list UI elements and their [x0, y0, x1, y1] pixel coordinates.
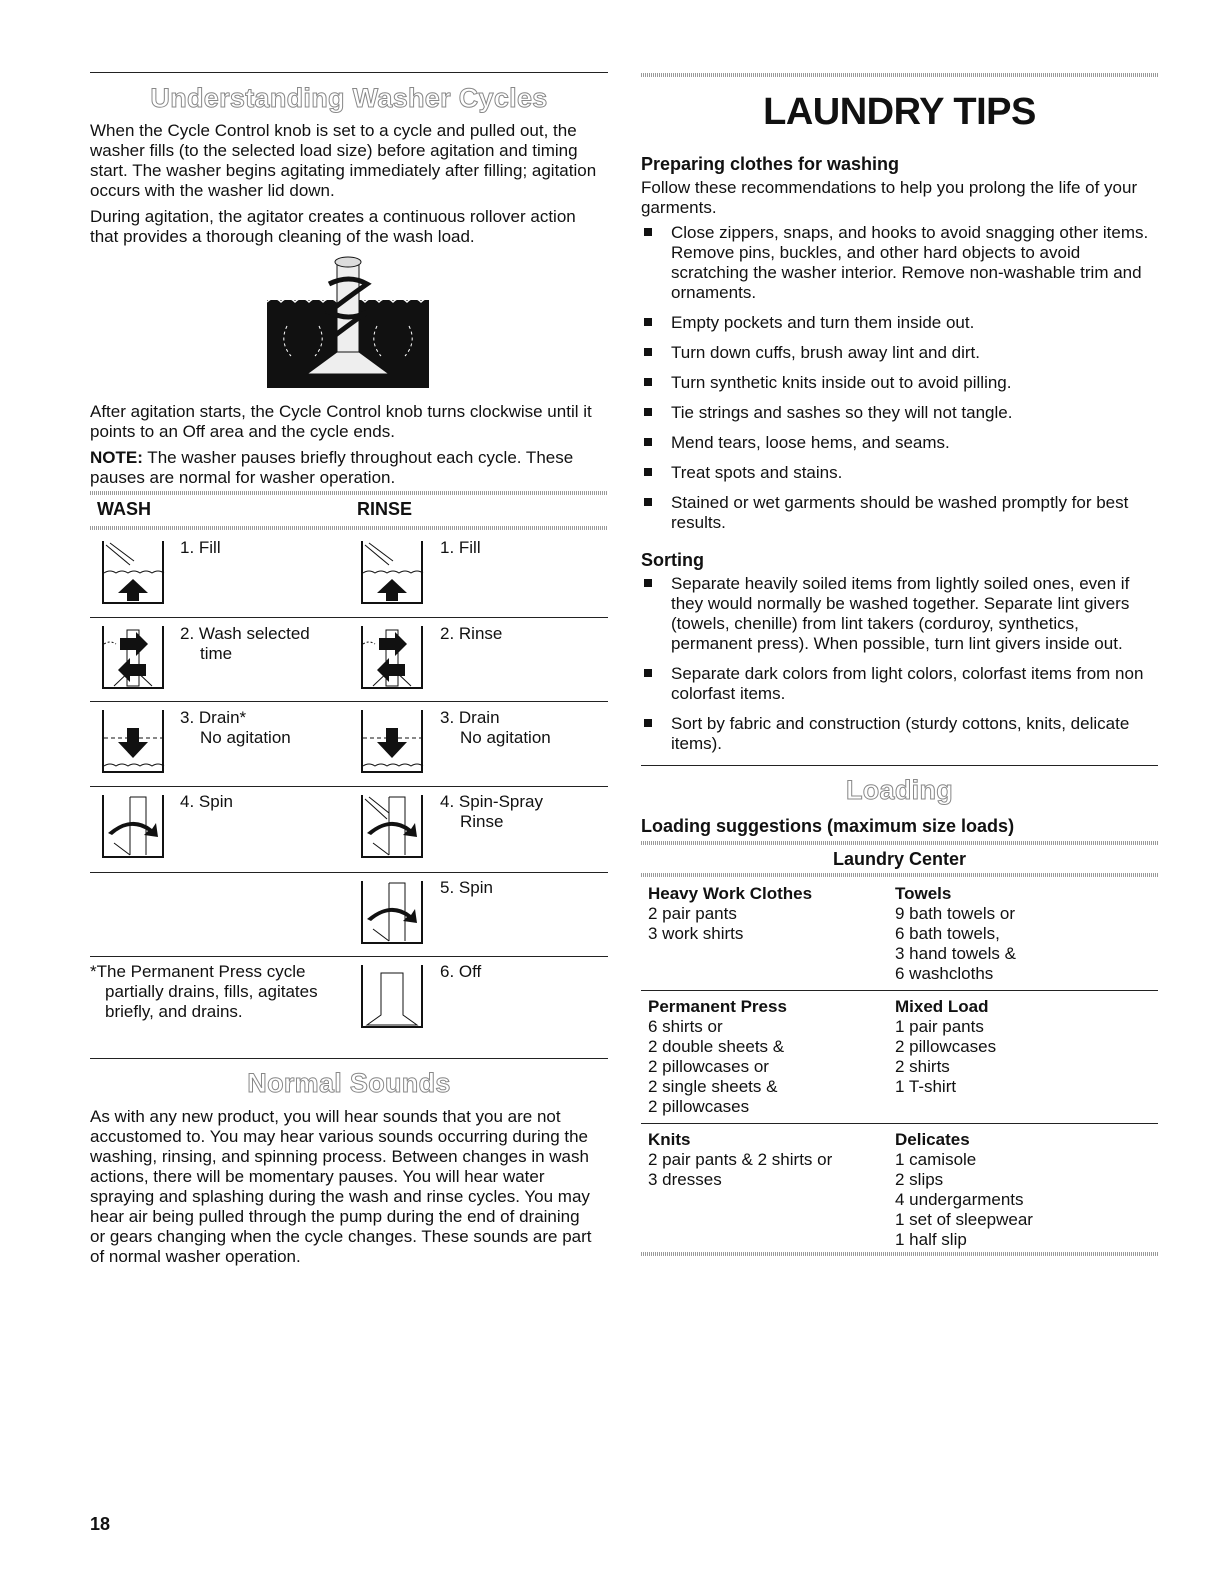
- top-rule-left: [90, 72, 608, 73]
- cycle-table-header-rule: [90, 526, 608, 530]
- rinse-header: RINSE: [357, 499, 413, 519]
- load-row-1-right: Towels 9 bath towels or 6 bath towels, 3 hand towels & 6 washcloths: [895, 884, 1016, 983]
- load-row-rule: [641, 990, 1158, 991]
- loading-table-bottom-rule: [641, 1252, 1158, 1256]
- cycle-row-rule: [90, 701, 608, 702]
- list-item: Tie strings and sashes so they will not tangle.: [641, 403, 1161, 423]
- section-heading-loading: Loading: [845, 775, 954, 805]
- sorting-list: [641, 574, 1161, 764]
- spin-icon: [100, 793, 166, 859]
- list-item: Close zippers, snaps, and hooks to avoid snagging other items. Remove pins, buckles, and other hard objects to avoid scratching the washer interior. Remove non-washable trim and ornaments.: [641, 223, 1161, 303]
- preparing-list: [641, 223, 1161, 543]
- fill-icon: [359, 539, 425, 605]
- loading-table-header-rule: [641, 873, 1158, 877]
- permanent-press-footnote: *The Permanent Press cycle partially drains, fills, agitates briefly, and drains.: [90, 962, 318, 1021]
- section-heading-normal-sounds: Normal Sounds: [247, 1068, 451, 1098]
- page-number: 18: [90, 1514, 111, 1534]
- list-item: Treat spots and stains.: [641, 463, 1161, 483]
- note-label: NOTE:: [90, 448, 143, 467]
- load-row-3-left: Knits 2 pair pants & 2 shirts or 3 dresses: [648, 1130, 833, 1189]
- list-item: Empty pockets and turn them inside out.: [641, 313, 1161, 333]
- list-item: Turn synthetic knits inside out to avoid pilling.: [641, 373, 1161, 393]
- spin-icon: [359, 879, 425, 945]
- list-item: Sort by fabric and construction (sturdy cottons, knits, delicate items).: [641, 714, 1161, 754]
- wash-step-4: 4. Spin: [180, 792, 233, 811]
- normal-sounds-top-rule: [90, 1058, 608, 1059]
- drain-icon: [100, 708, 166, 774]
- loading-top-rule: [641, 765, 1158, 766]
- preparing-intro: Follow these recommendations to help you prolong the life of your garments.: [641, 178, 1138, 217]
- cycle-table-top-rule: [90, 491, 608, 495]
- loading-subheading: Loading suggestions (maximum size loads): [641, 816, 1015, 836]
- rinse-step-4: 4. Spin-Spray Rinse: [440, 792, 543, 831]
- wash-step-1: 1. Fill: [180, 538, 221, 557]
- cycle-row-rule: [90, 872, 608, 873]
- load-row-1-left: Heavy Work Clothes 2 pair pants 3 work shirts: [648, 884, 813, 943]
- wash-step-3: 3. Drain* No agitation: [180, 708, 291, 747]
- wash-step-2: 2. Wash selected time: [180, 624, 310, 663]
- rinse-step-1: 1. Fill: [440, 538, 481, 557]
- spin-spray-icon: [359, 793, 425, 859]
- page-title: LAUNDRY TIPS: [763, 91, 1036, 133]
- agitator-illustration: [267, 256, 429, 388]
- loading-table-top-rule: [641, 841, 1158, 845]
- understanding-para-1: When the Cycle Control knob is set to a cycle and pulled out, the washer fills (to the selected load size) before agitation and timing start. The washer begins agitating immediately after filling; agitation occurs with the washer lid down.: [90, 121, 597, 200]
- load-row-2-right: Mixed Load 1 pair pants 2 pillowcases 2 shirts 1 T-shirt: [895, 997, 997, 1096]
- top-rule-right: [641, 73, 1158, 77]
- list-item: Separate dark colors from light colors, colorfast items from non colorfast items.: [641, 664, 1161, 704]
- rinse-step-2: 2. Rinse: [440, 624, 503, 643]
- list-item: Mend tears, loose hems, and seams.: [641, 433, 1161, 453]
- wash-agitate-icon: [100, 624, 166, 690]
- sorting-heading: Sorting: [641, 550, 704, 570]
- section-heading-understanding: Understanding Washer Cycles: [150, 83, 548, 113]
- load-row-rule: [641, 1123, 1158, 1124]
- list-item: Separate heavily soiled items from lightly soiled ones, even if they would normally be washed together. Separate lint givers (towels, chenille) from lint takers (corduroy, synthetics, permanent press). When possible, turn lint givers inside out.: [641, 574, 1161, 654]
- understanding-para-3: After agitation starts, the Cycle Control knob turns clockwise until it points to an Off area and the cycle ends.: [90, 402, 592, 441]
- off-icon: [359, 963, 425, 1029]
- understanding-para-2: During agitation, the agitator creates a continuous rollover action that provides a thorough cleaning of the wash load.: [90, 207, 576, 246]
- understanding-note: [90, 448, 608, 488]
- cycle-row-rule: [90, 956, 608, 957]
- fill-icon: [100, 539, 166, 605]
- load-row-2-left: Permanent Press 6 shirts or 2 double sheets & 2 pillowcases or 2 single sheets & 2 pillowcases: [648, 997, 787, 1116]
- cycle-row-rule: [90, 617, 608, 618]
- list-item: Stained or wet garments should be washed promptly for best results.: [641, 493, 1161, 533]
- rinse-step-6: 6. Off: [440, 962, 482, 981]
- rinse-step-5: 5. Spin: [440, 878, 493, 897]
- cycle-row-rule: [90, 786, 608, 787]
- note-text: The washer pauses briefly throughout each cycle. These pauses are normal for washer operation.: [90, 448, 574, 487]
- normal-sounds-text: As with any new product, you will hear sounds that you are not accustomed to. You may hear various sounds occurring during the washing, rinsing, and spinning process. Between changes in wash actions, there will be momentary pauses. You will hear water spraying and splashing during the wash and rinse cycles. You may hear air being pulled through the pump during the end of draining or gears changing when the cycle changes. These sounds are part of normal washer operation.: [90, 1107, 592, 1266]
- drain-icon: [359, 708, 425, 774]
- loading-table-title: Laundry Center: [832, 849, 967, 869]
- rinse-step-3: 3. Drain No agitation: [440, 708, 551, 747]
- preparing-heading: Preparing clothes for washing: [641, 154, 900, 174]
- load-row-3-right: Delicates 1 camisole 2 slips 4 undergarments 1 set of sleepwear 1 half slip: [895, 1130, 1033, 1249]
- list-item: Turn down cuffs, brush away lint and dirt.: [641, 343, 1161, 363]
- wash-header: WASH: [97, 499, 151, 519]
- rinse-agitate-icon: [359, 624, 425, 690]
